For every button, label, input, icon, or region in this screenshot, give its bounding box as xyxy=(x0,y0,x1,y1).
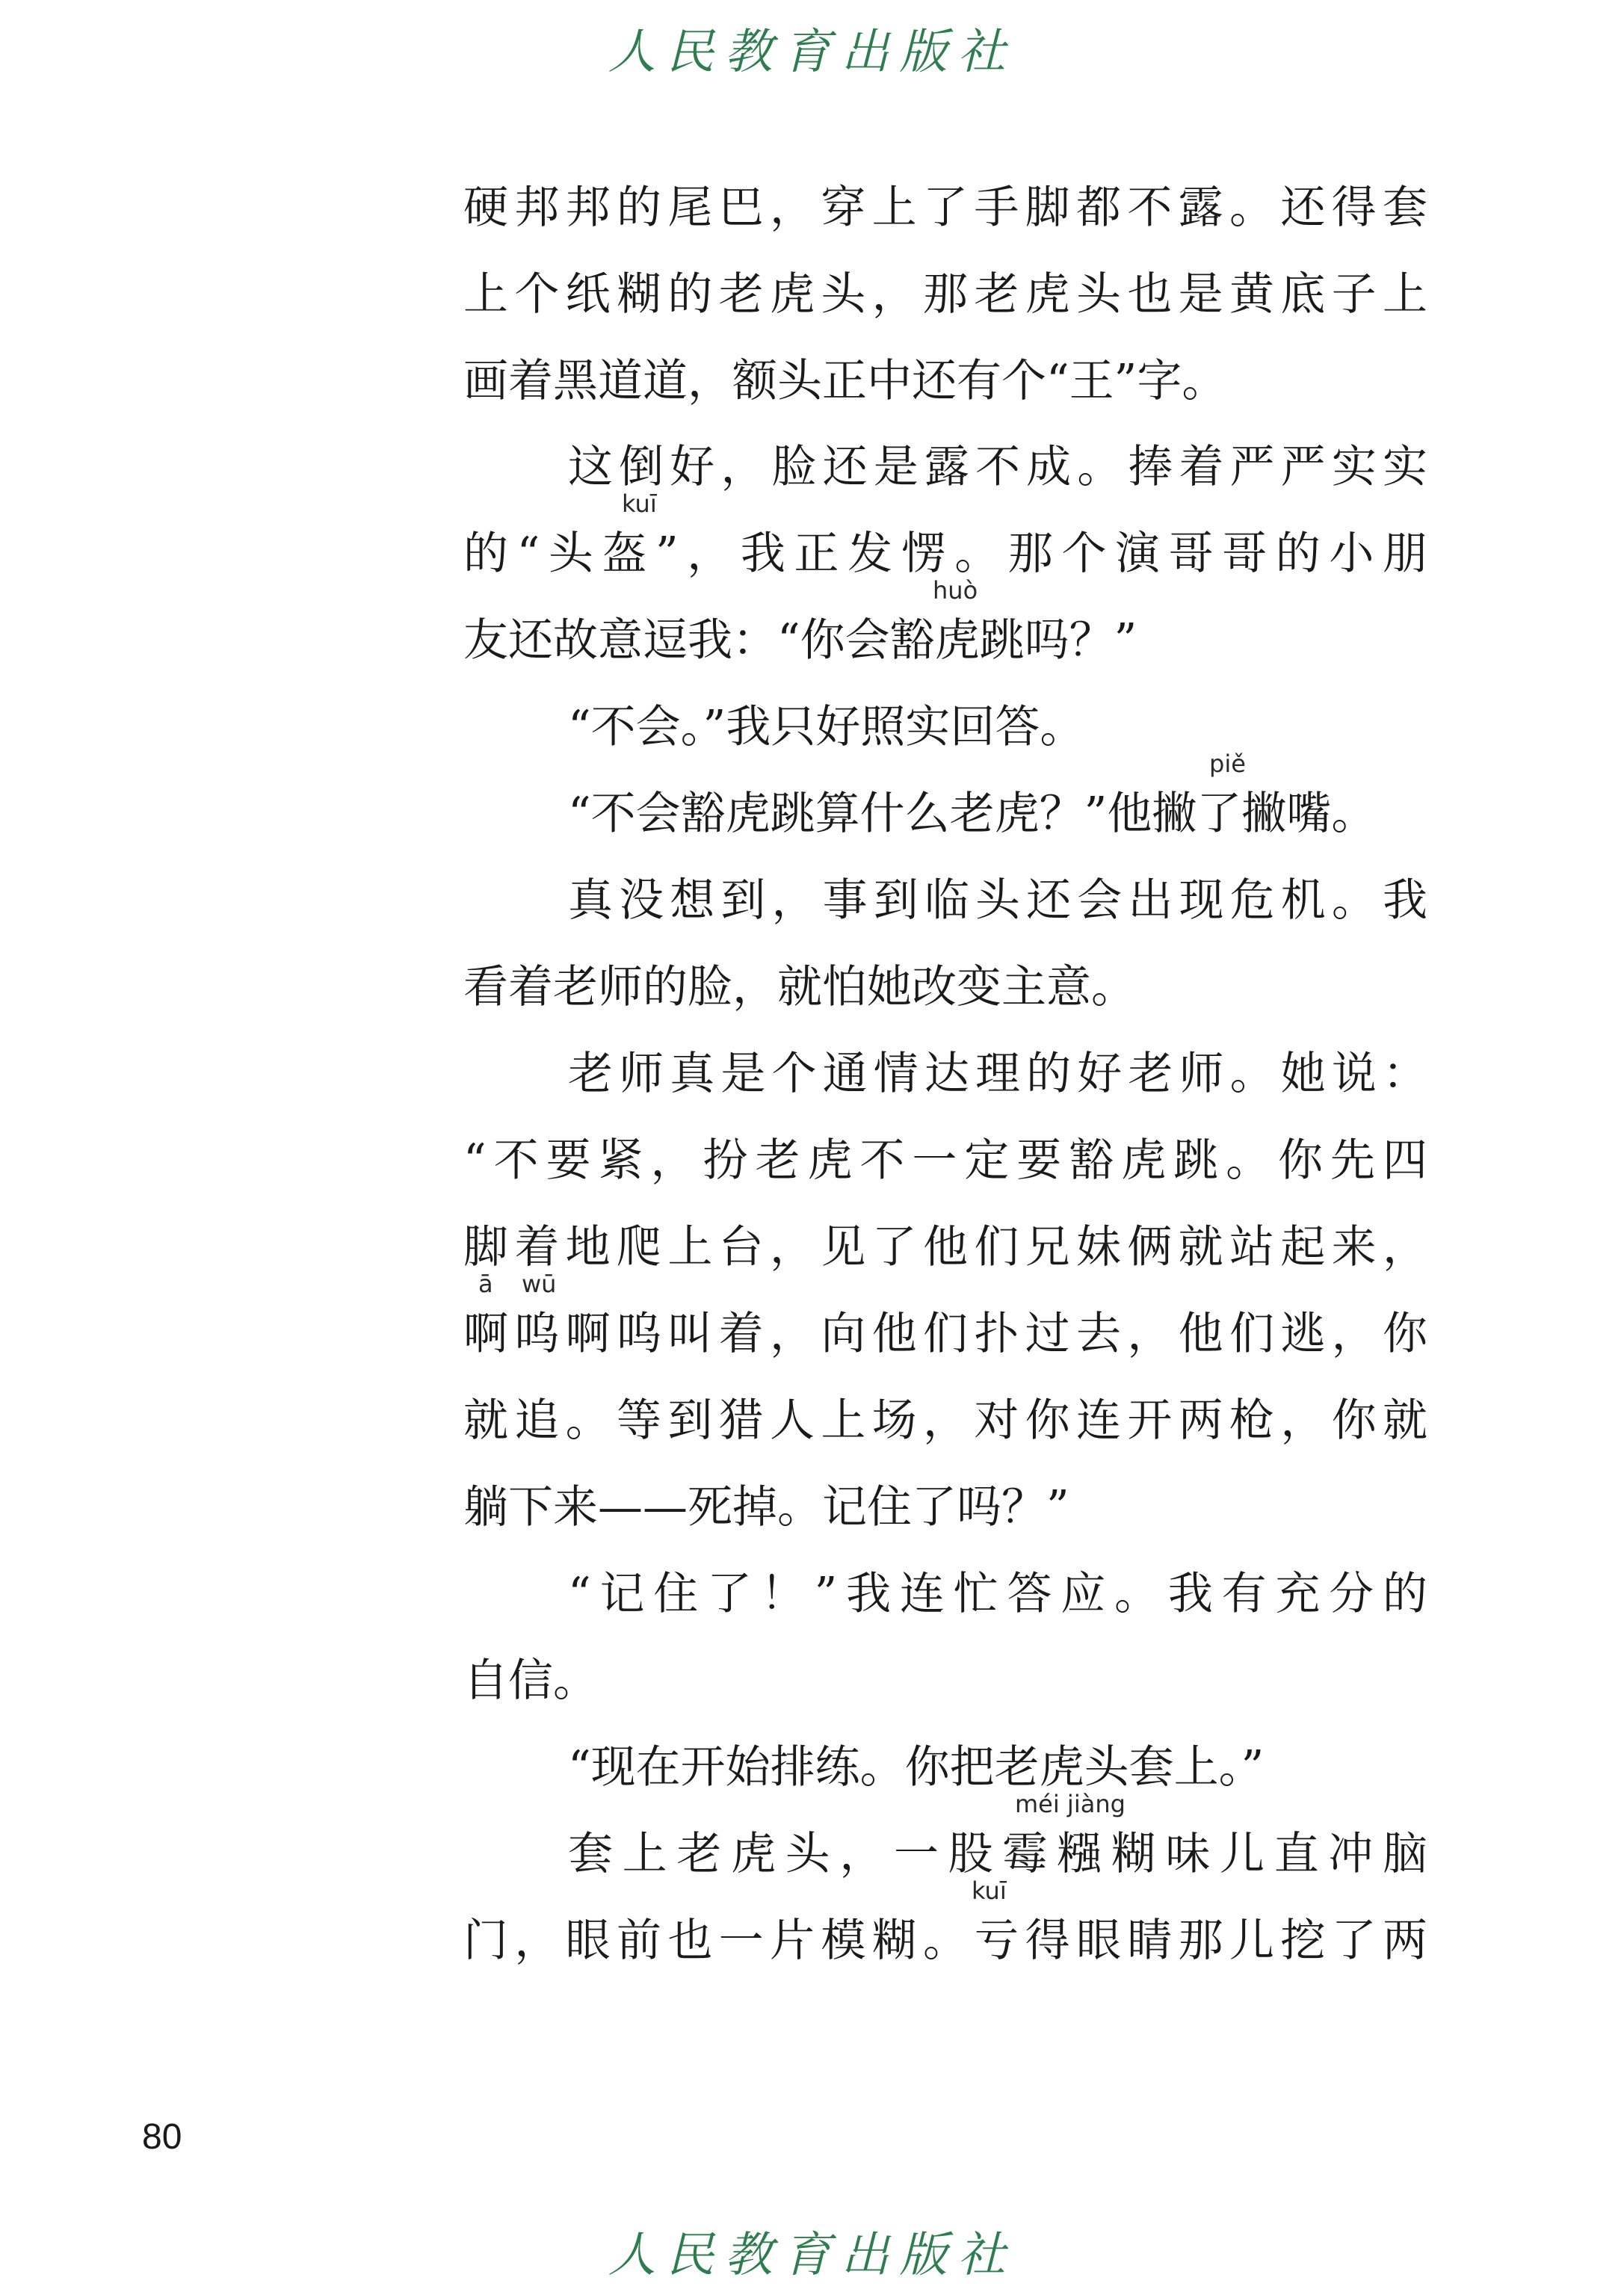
page-number: 80 xyxy=(142,2117,182,2157)
pinyin-annotation: piě xyxy=(1209,750,1246,778)
pinyin-annotation: ā xyxy=(478,1270,493,1298)
text-line: 就追。等到猎人上场，对你连开两枪，你就 xyxy=(463,1394,1427,1447)
text-line: 啊呜啊呜叫着，向他们扑过去，他们逃，你 xyxy=(463,1308,1427,1360)
text-line: 套上老虎头，一股霉糨糊味儿直冲脑 xyxy=(568,1828,1427,1880)
text-line: 老师真是个通情达理的好老师。她说： xyxy=(568,1048,1427,1100)
pinyin-annotation: méi jiàng xyxy=(1015,1790,1126,1818)
pinyin-annotation: wū xyxy=(522,1270,557,1298)
text-line: 门，眼前也一片模糊。亏得眼睛那儿挖了两 xyxy=(463,1915,1427,1967)
text-line: 脚着地爬上台，见了他们兄妹俩就站起来， xyxy=(463,1221,1427,1273)
text-line: “不要紧，扮老虎不一定要豁虎跳。你先四 xyxy=(463,1134,1427,1187)
text-line: 画着黑道道，额头正中还有个“王”字。 xyxy=(463,355,1227,407)
text-line: 看着老师的脸，就怕她改变主意。 xyxy=(463,961,1136,1013)
text-line: 上个纸糊的老虎头，那老虎头也是黄底子上 xyxy=(463,268,1427,321)
text-line: 这倒好，脸还是露不成。捧着严严实实 xyxy=(568,441,1427,493)
pinyin-annotation: huò xyxy=(933,576,978,605)
text-line: 友还故意逗我：“你会豁虎跳吗？” xyxy=(463,614,1137,667)
pinyin-annotation: kuī xyxy=(972,1877,1007,1905)
publisher-logo-footer: 人民教育出版社 xyxy=(608,2228,1016,2283)
text-line: “现在开始排练。你把老虎头套上。” xyxy=(568,1741,1265,1794)
text-line: 的“头盔”，我正发愣。那个演哥哥的小朋 xyxy=(463,528,1427,580)
publisher-logo-header: 人民教育出版社 xyxy=(608,25,1016,80)
text-line: 真没想到，事到临头还会出现危机。我 xyxy=(568,874,1427,927)
text-line: 硬邦邦的尾巴，穿上了手脚都不露。还得套 xyxy=(463,182,1427,234)
text-line: “不会豁虎跳算什么老虎？”他撇了撇嘴。 xyxy=(568,788,1377,840)
pinyin-annotation: kuī xyxy=(622,489,657,518)
text-line: “不会。”我只好照实回答。 xyxy=(568,701,1085,753)
text-line: 躺下来——死掉。记住了吗？” xyxy=(463,1481,1069,1533)
text-line: “记住了！”我连忙答应。我有充分的 xyxy=(568,1568,1427,1620)
text-line: 自信。 xyxy=(463,1655,598,1707)
